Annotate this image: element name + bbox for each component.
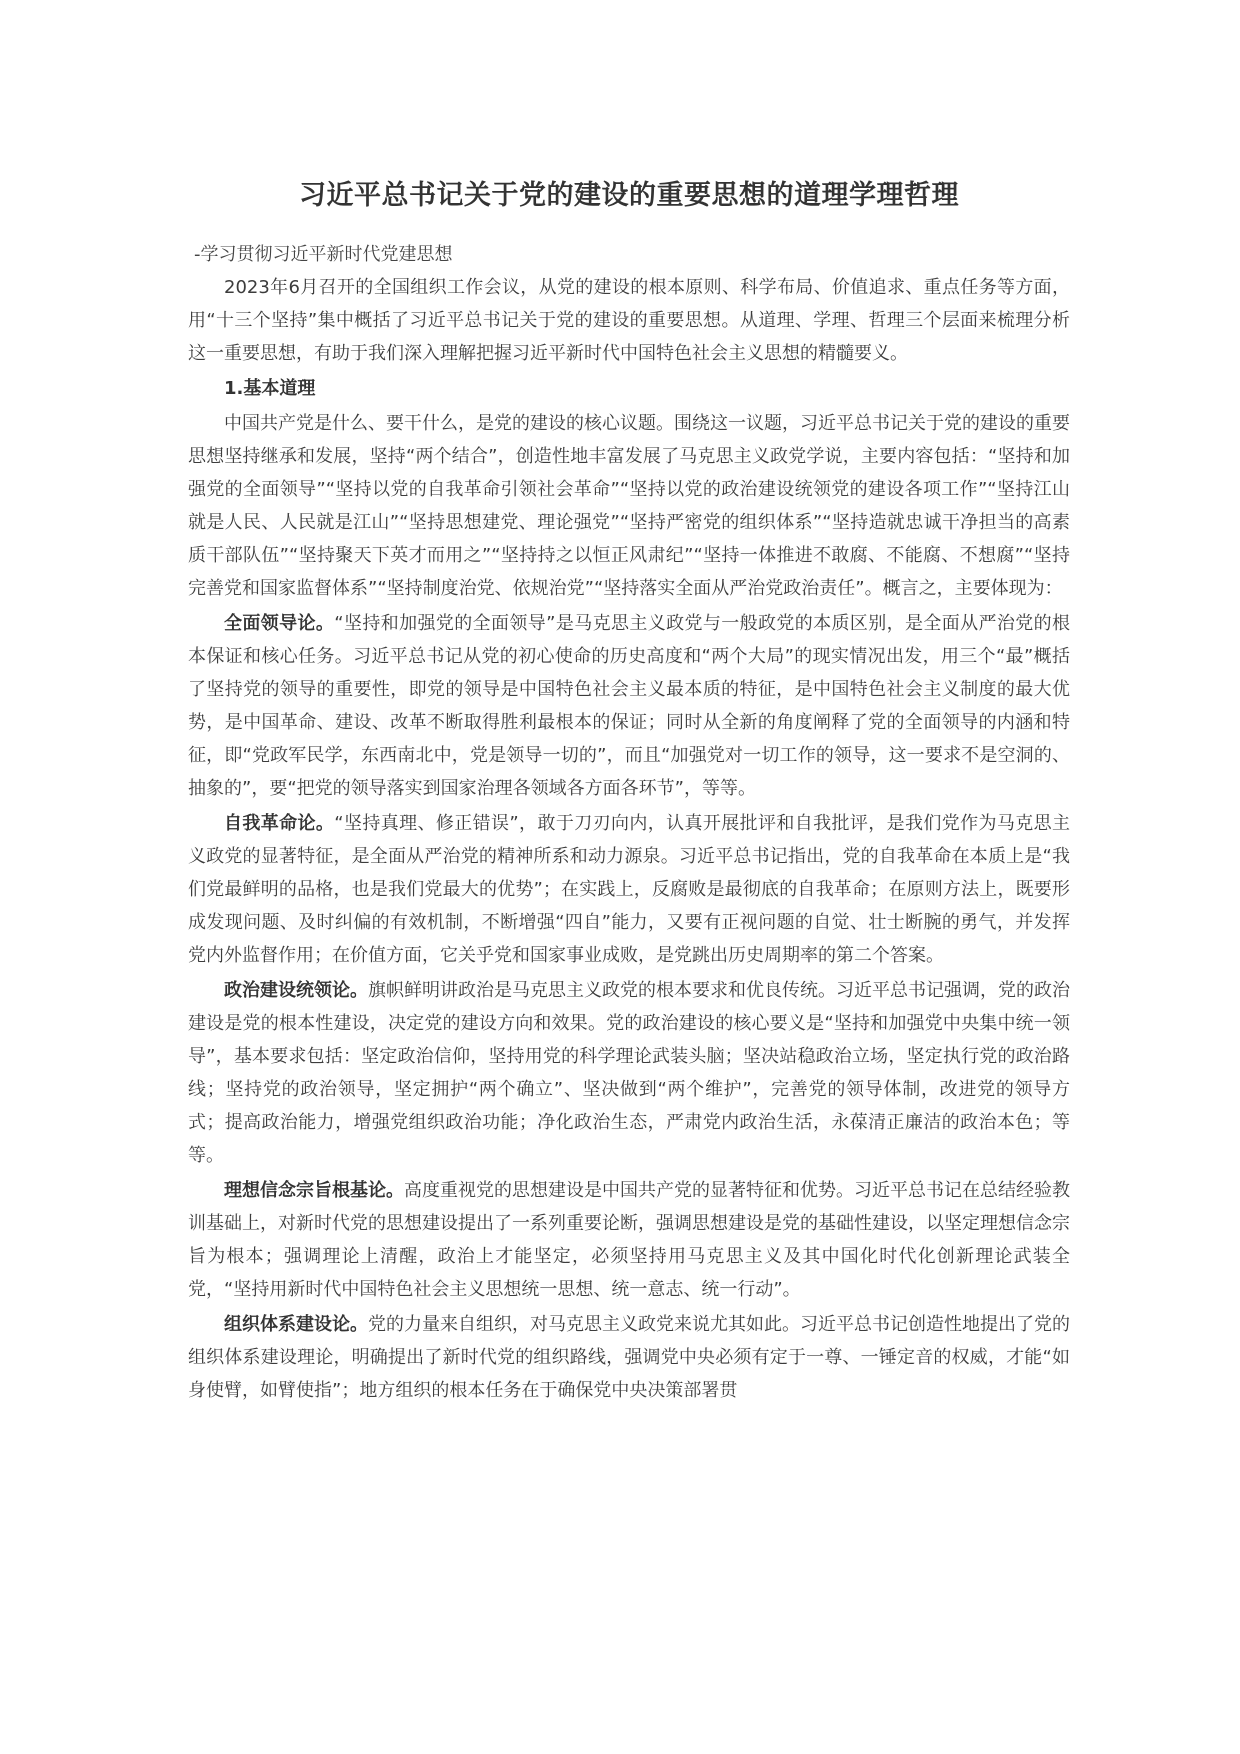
- point-text: 党的力量来自组织，对马克思主义政党来说尤其如此。习近平总书记创造性地提出了党的组织体系建设理论，明确提出了新时代党的组织路线，强调党中央必须有定于一尊、一锤定音的权威，才能“如身使臂，如臂使指”；地方组织的根本任务在于确保党中央决策部署贯: [188, 1314, 1070, 1401]
- section-heading: 1.基本道理: [224, 378, 316, 399]
- document-subtitle: -学习贯彻习近平新时代党建思想: [194, 244, 453, 265]
- point-paragraph-ideals-faith: [188, 1174, 1070, 1306]
- document-title: 习近平总书记关于党的建设的重要思想的道理学理哲理: [299, 180, 959, 211]
- point-paragraph-self-revolution: [188, 807, 1070, 972]
- point-paragraph-leadership: [188, 607, 1070, 805]
- point-text: 高度重视党的思想建设是中国共产党的显著特征和优势。习近平总书记在总结经验教训基础上，对新时代党的思想建设提出了一系列重要论断，强调思想建设是党的基础性建设，以坚定理想信念宗旨为根本；强调理论上清醒，政治上才能坚定，必须坚持用马克思主义及其中国化时代化创新理论武装全党，“坚持用新时代中国特色社会主义思想统一思想、统一意志、统一行动”。: [188, 1180, 1070, 1300]
- point-text: “坚持和加强党的全面领导”是马克思主义政党与一般政党的本质区别，是全面从严治党的根本保证和核心任务。习近平总书记从党的初心使命的历史高度和“两个大局”的现实情况出发，用三个“最”概括了坚持党的领导的重要性，即党的领导是中国特色社会主义最本质的特征，是中国特色社会主义制度的最大优势，是中国革命、建设、改革不断取得胜利最根本的保证；同时从全新的角度阐释了党的全面领导的内涵和特征，即“党政军民学，东西南北中，党是领导一切的”，而且“加强党对一切工作的领导，这一要求不是空洞的、抽象的”，要“把党的领导落实到国家治理各领域各方面各环节”，等等。: [188, 613, 1070, 799]
- intro-paragraph: 2023年6月召开的全国组织工作会议，从党的建设的根本原则、科学布局、价值追求、重点任务等方面，用“十三个坚持”集中概括了习近平总书记关于党的建设的重要思想。从道理、学理、哲理三个层面来梳理分析这一重要思想，有助于我们深入理解把握习近平新时代中国特色社会主义思想的精髓要义。: [188, 277, 1070, 364]
- point-lead: 自我革命论。: [224, 813, 335, 834]
- point-lead: 组织体系建设论。: [224, 1314, 368, 1335]
- point-text: “坚持真理、修正错误”，敢于刀刃向内，认真开展批评和自我批评，是我们党作为马克思主义政党的显著特征，是全面从严治党的精神所系和动力源泉。习近平总书记指出，党的自我革命在本质上是“我们党最鲜明的品格，也是我们党最大的优势”；在实践上，反腐败是最彻底的自我革命；在原则方法上，既要形成发现问题、及时纠偏的有效机制，不断增强“四自”能力，又要有正视问题的自觉、壮士断腕的勇气，并发挥党内外监督作用；在价值方面，它关乎党和国家事业成败，是党跳出历史周期率的第二个答案。: [188, 813, 1070, 966]
- point-paragraph-organization-system: [188, 1308, 1070, 1407]
- point-paragraph-political-building: [188, 974, 1070, 1172]
- point-lead: 理想信念宗旨根基论。: [224, 1180, 404, 1201]
- section-body-paragraph: 中国共产党是什么、要干什么，是党的建设的核心议题。围绕这一议题，习近平总书记关于党的建设的重要思想坚持继承和发展，坚持“两个结合”，创造性地丰富发展了马克思主义政党学说，主要内容包括：“坚持和加强党的全面领导”“坚持以党的自我革命引领社会革命”“坚持以党的政治建设统领党的建设各项工作”“坚持江山就是人民、人民就是江山”“坚持思想建党、理论强党”“坚持严密党的组织体系”“坚持造就忠诚干净担当的高素质干部队伍”“坚持聚天下英才而用之”“坚持持之以恒正风肃纪”“坚持一体推进不敢腐、不能腐、不想腐”“坚持完善党和国家监督体系”“坚持制度治党、依规治党”“坚持落实全面从严治党政治责任”。概言之，主要体现为：: [188, 413, 1070, 599]
- point-text: 旗帜鲜明讲政治是马克思主义政党的根本要求和优良传统。习近平总书记强调，党的政治建设是党的根本性建设，决定党的建设方向和效果。党的政治建设的核心要义是“坚持和加强党中央集中统一领导”，基本要求包括：坚定政治信仰，坚持用党的科学理论武装头脑；坚决站稳政治立场，坚定执行党的政治路线；坚持党的政治领导，坚定拥护“两个确立”、坚决做到“两个维护”，完善党的领导体制，改进党的领导方式；提高政治能力，增强党组织政治功能；净化政治生态，严肃党内政治生活，永葆清正廉洁的政治本色；等等。: [188, 980, 1070, 1166]
- document-page: [188, 178, 1070, 1409]
- point-lead: 全面领导论。: [224, 613, 335, 634]
- point-lead: 政治建设统领论。: [224, 980, 368, 1001]
